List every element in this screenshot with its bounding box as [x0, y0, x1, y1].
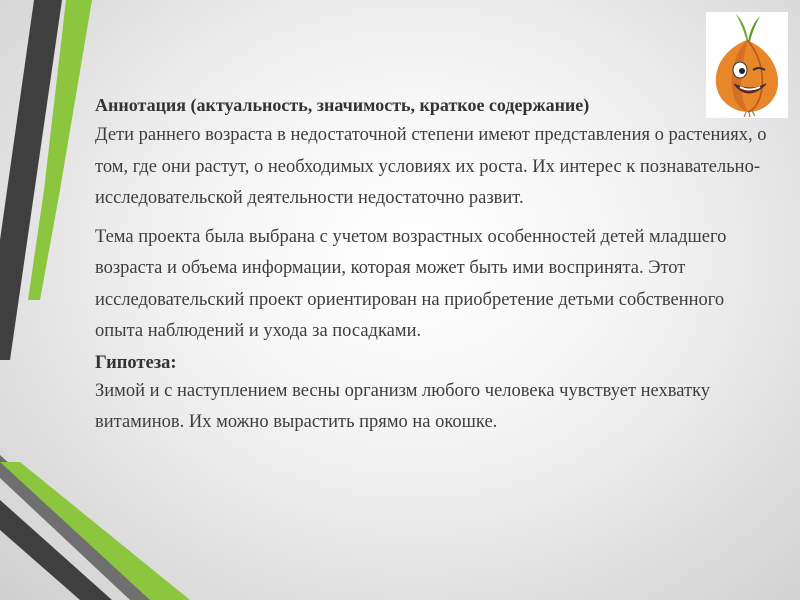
slide-heading: Аннотация (актуальность, значимость, краткое содержание) — [95, 95, 590, 115]
slide-content — [95, 92, 775, 439]
hypothesis-text: Зимой и с наступлением весны организм любого человека чувствует нехватку витаминов. Их можно вырастить прямо на окошке. — [95, 380, 711, 432]
paragraph-topic: Тема проекта была выбрана с учетом возрастных особенностей детей младшего возраста и объема информации, которая может быть ими воспринята. Этот исследовательский проект ориентирован на приобретение детьми собственного опыта наблюдений и ухода за посадками. — [95, 226, 727, 341]
paragraph-relevance: Дети раннего возраста в недостаточной степени имеют представления о растениях, о том, где они растут, о необходимых условиях их роста. Их интерес к познавательно-исследовательской деятельности недостаточно развит. — [95, 125, 767, 208]
onion-mascot-icon — [706, 12, 788, 118]
hypothesis-heading: Гипотеза: — [95, 352, 177, 373]
